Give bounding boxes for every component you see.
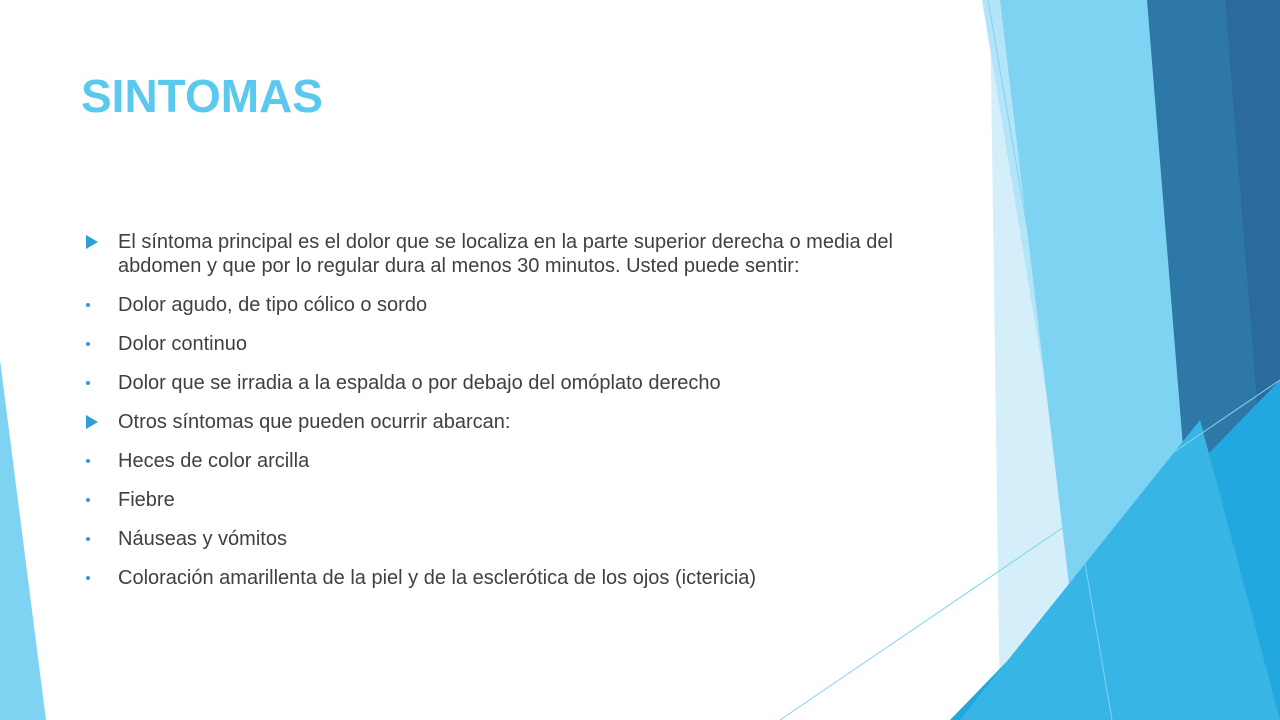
- sub-bullet-item: [81, 488, 961, 512]
- bullet-item: [81, 410, 961, 434]
- dot-bullet-icon: [83, 527, 99, 551]
- bullet-list: [81, 230, 961, 605]
- right-triangle-bullet-icon: [83, 410, 99, 434]
- bullet-text: Fiebre: [118, 489, 175, 511]
- sub-bullet-item: [81, 566, 961, 590]
- dot-bullet-icon: [83, 332, 99, 356]
- right-triangle-bullet-icon: [83, 230, 99, 254]
- bullet-item: [81, 230, 961, 278]
- dot-bullet-icon: [83, 449, 99, 473]
- bullet-text: Coloración amarillenta de la piel y de la esclerótica de los ojos (ictericia): [118, 567, 757, 589]
- dot-bullet-icon: [83, 371, 99, 395]
- dot-bullet-icon: [83, 566, 99, 590]
- slide-title: SINTOMAS: [81, 70, 323, 122]
- sub-bullet-item: [81, 332, 961, 356]
- sub-bullet-item: [81, 449, 961, 473]
- bullet-text: Dolor agudo, de tipo cólico o sordo: [118, 294, 428, 316]
- left-edge-shape: [0, 360, 46, 720]
- sub-bullet-item: [81, 527, 961, 551]
- bullet-text: Dolor continuo: [118, 333, 247, 355]
- bullet-text: El síntoma principal es el dolor que se localiza en la parte superior derecha o media del abdomen y que por lo regular dura al menos 30 minutos. Usted puede sentir:: [118, 231, 893, 277]
- bullet-text: Dolor que se irradia a la espalda o por debajo del omóplato derecho: [118, 372, 721, 394]
- bullet-text: Otros síntomas que pueden ocurrir abarcan:: [118, 411, 511, 433]
- bullet-text: Náuseas y vómitos: [118, 528, 287, 550]
- dot-bullet-icon: [83, 293, 99, 317]
- dot-bullet-icon: [83, 488, 99, 512]
- bullet-text: Heces de color arcilla: [118, 450, 310, 472]
- sub-bullet-item: [81, 371, 961, 395]
- sub-bullet-item: [81, 293, 961, 317]
